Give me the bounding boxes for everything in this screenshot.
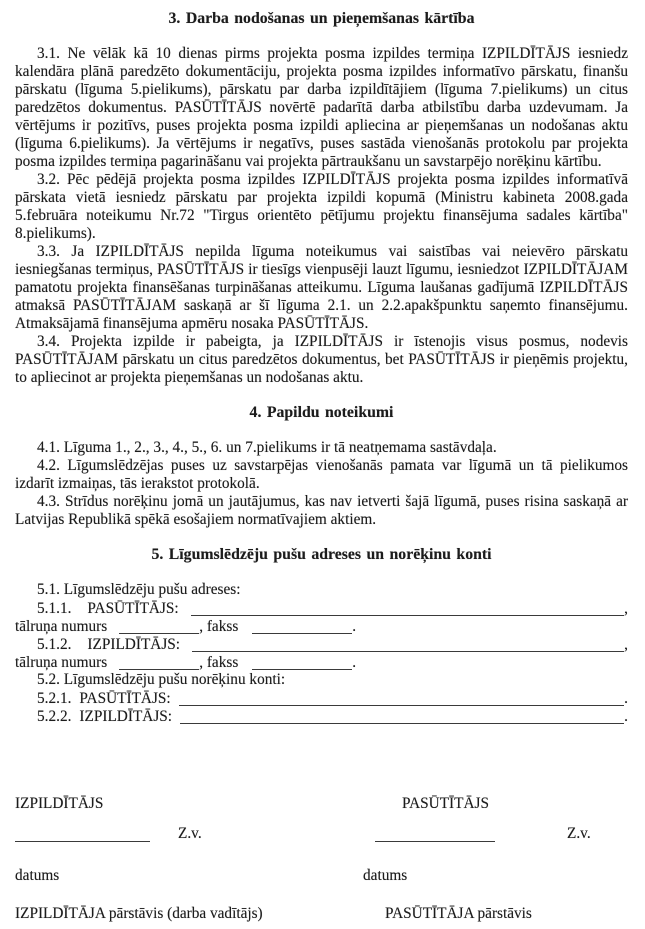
clause-5-2: 5.2. Līgumslēdzēju pušu norēķinu konti:	[37, 671, 286, 688]
clause-number: 5.1.2.	[37, 636, 72, 653]
section-heading-5: 5. Līgumslēdzēju pušu adreses un norēķinu konti	[151, 546, 492, 563]
clause-number: 5.1.1.	[37, 600, 72, 617]
account-blank-izpilditajs	[180, 710, 624, 724]
signature-party-izpilditajs: IZPILDĪTĀJS	[15, 795, 104, 812]
signature-line-pasutitajs	[375, 827, 495, 842]
clause-3-3: 3.3. Ja IZPILDĪTĀJS nepilda līguma noteikumus vai saistības vai neievēro pārskatu iesniegšanas termiņus, PASŪTĪTĀJS ir tiesīgs vienpusēji lauzt līgumu, iesniedzot IZPILDĪTĀJAM pamatotu projekta finansēšanas turpināšanas atteikumu. Līguma laušanas gadījumā IZPILDĪTĀJS atmaksā PASŪTĪTĀJAM saskaņā ar šī līguma 2.1. un 2.2.apakšpunktu saņemto finansējumu. Atmaksājamā finansējuma apmēru nosaka PASŪTĪTĀJS.	[15, 243, 628, 332]
comma: ,	[624, 636, 628, 653]
phone-fax-line-pasutitajs	[15, 617, 628, 635]
party-label-izpilditajs: IZPILDĪTĀJS:	[87, 636, 181, 653]
party-label-pasutitajs: PASŪTĪTĀJS:	[87, 600, 179, 617]
section-heading-3: 3. Darba nodošanas un pieņemšanas kārtība	[168, 10, 475, 27]
clause-3-1: 3.1. Ne vēlāk kā 10 dienas pirms projekta posma izpildes termiņa IZPILDĪTĀJS iesniedz kalendāra plānā paredzēto dokumentāciju, projekta posma izpildes informatīvo pārskatu, finanšu pārskatu (līguma 5.pielikums), pārskatu par darba izpildītājiem (līguma 7.pielikums) un citus paredzētos dokumentus. PASŪTĪTĀJS novērtē padarītā darba atbilstību darba uzdevumam. Ja vērtējums ir pozitīvs, puses projekta posma izpildi apliecina ar pieņemšanas un nodošanas aktu (līguma 6.pielikums). Ja vērtējums ir negatīvs, puses sastāda vienošanās protokolu par projekta posma izpildes termiņa pagarināšanu vai projekta pārtraukšanu un savstarpējo norēķinu kārtību.	[15, 45, 628, 170]
signature-line-izpilditajs	[15, 827, 150, 842]
signature-party-pasutitajs: PASŪTĪTĀJS	[402, 795, 489, 812]
clause-4-2: 4.2. Līgumslēdzējas puses uz savstarpējas vienošanās pamata var līgumā un tā pielikumos izdarīt izmaiņas, tās ierakstot protokolā.	[15, 457, 628, 492]
clause-5-1: 5.1. Līgumslēdzēju pušu adreses:	[37, 581, 241, 598]
address-blank-izpilditajs	[192, 638, 624, 652]
party-label-izpilditajs: IZPILDĪTĀJS:	[79, 708, 173, 725]
period: .	[352, 618, 357, 635]
date-label-izpilditajs: datums	[15, 867, 60, 884]
fax-label: , fakss	[199, 654, 239, 671]
party-label-pasutitajs: PASŪTĪTĀJS:	[79, 690, 171, 707]
fax-number-blank	[252, 620, 352, 634]
seal-label-pasutitajs: Z.v.	[567, 825, 591, 842]
date-label-pasutitajs: datums	[363, 867, 408, 884]
seal-label-izpilditajs: Z.v.	[178, 825, 202, 842]
period: .	[624, 690, 628, 707]
address-blank-pasutitajs	[191, 602, 625, 616]
clause-number: 5.2.1.	[37, 690, 72, 707]
fax-number-blank	[252, 656, 352, 670]
representative-label-izpilditajs: IZPILDĪTĀJA pārstāvis (darba vadītājs)	[15, 905, 263, 922]
representative-label-pasutitajs: PASŪTĪTĀJA pārstāvis	[385, 905, 532, 922]
phone-fax-line-izpilditajs	[15, 653, 628, 671]
phone-number-blank	[119, 620, 199, 634]
clause-5-1-1	[15, 599, 628, 617]
fax-label: , fakss	[199, 618, 239, 635]
phone-number-blank	[119, 656, 199, 670]
account-blank-pasutitajs	[179, 692, 625, 706]
period: .	[352, 654, 357, 671]
clause-5-2-2	[15, 707, 628, 725]
comma: ,	[624, 600, 628, 617]
clause-4-1: 4.1. Līguma 1., 2., 3., 4., 5., 6. un 7.pielikums ir tā neatņemama sastāvdaļa.	[37, 439, 497, 456]
phone-label: tālruņa numurs	[15, 654, 108, 671]
clause-5-1-2	[15, 635, 628, 653]
clause-3-2: 3.2. Pēc pēdējā projekta posma izpildes IZPILDĪTĀJS projekta posma izpildes informatīvā pārskata vietā iesniedz pārskatu par projekta izpildi kopumā (Ministru kabineta 2008.gada 5.februāra noteikumu Nr.72 "Tirgus orientēto pētījumu projektu finansējuma sadales kārtība" 8.pielikums).	[15, 171, 628, 242]
period: .	[624, 708, 628, 725]
signature-block	[15, 795, 628, 925]
phone-label: tālruņa numurs	[15, 618, 108, 635]
clause-5-2-1	[15, 689, 628, 707]
clause-number: 5.2.2.	[37, 708, 72, 725]
section-heading-4: 4. Papildu noteikumi	[249, 404, 394, 421]
clause-3-4: 3.4. Projekta izpilde ir pabeigta, ja IZPILDĪTĀJS ir īstenojis visus posmus, nodevis PASŪTĪTĀJAM pārskatu un citus paredzētos dokumentus, bet PASŪTĪTĀJS ir pieņēmis projektu, to apliecinot ar projekta pieņemšanas un nodošanas aktu.	[15, 333, 628, 386]
clause-4-3: 4.3. Strīdus norēķinu jomā un jautājumus, kas nav ietverti šajā līgumā, puses risina saskaņā ar Latvijas Republikā spēkā esošajiem normatīvajiem aktiem.	[15, 493, 628, 528]
